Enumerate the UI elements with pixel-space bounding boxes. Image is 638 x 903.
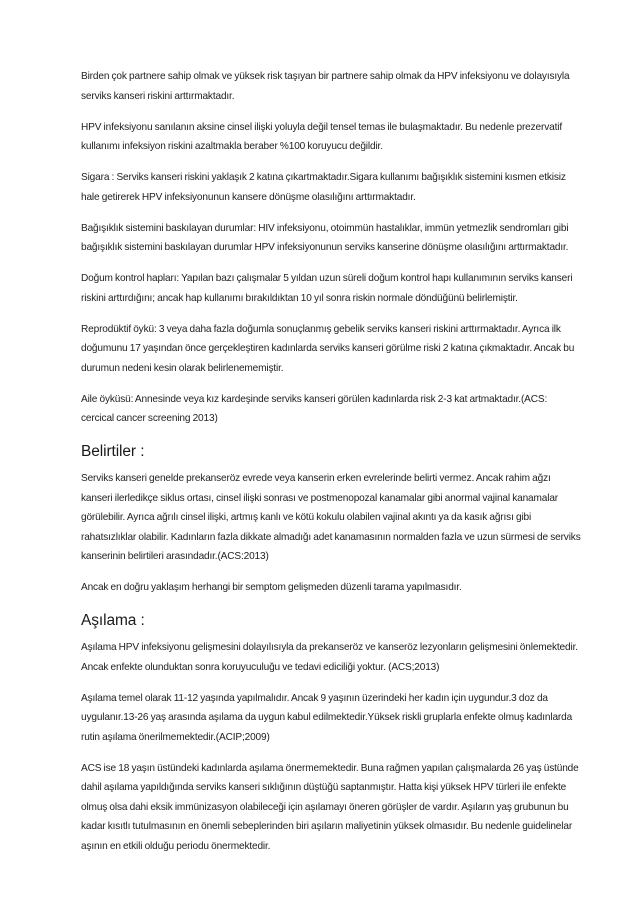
paragraph-smoking: Sigara : Serviks kanseri riskini yaklaşık 2 katına çıkartmaktadır.Sigara kullanımı bağışıklık sistemini kısmen etkisiz hale getirerek HPV infeksiyonunun kansere dönüşme olasılığını arttırmaktadır. xyxy=(81,172,566,203)
heading-belirtiler: Belirtiler : xyxy=(81,443,145,460)
paragraph-vaccination-prevention: Aşılama HPV infeksiyonu gelişmesini dolayılısıyla da prekanseröz ve kanseröz lezyonların gelişmesini önlemektedir. Ancak enfekte olunduktan sonra koruyuculuğu ve tedavi ediciliği yoktur. (ACS;2013) xyxy=(81,642,578,673)
heading-asilama: Aşılama : xyxy=(81,612,145,629)
paragraph-symptoms: Serviks kanseri genelde prekanseröz evrede veya kanserin erken evrelerinde belirti vermez. Ancak rahim ağzı kanseri ilerledikçe siklus ortası, cinsel ilişki sonrası ve postmenopozal kanamalar gibi anormal vajinal kanamalar görülebilir. Ayrıca ağrılı cinsel ilişki, artmış kanlı ve kötü kokulu olabilen vajinal akıntı ya da kasık ağrısı gibi rahatsızlıklar olabilir. Kadınların fazla dikkate almadığı adet kanamasının normalden fazla ve uzun sürmesi de serviks kanserinin belirtileri arasındadır.(ACS:2013) xyxy=(81,473,581,562)
paragraph-transmission: HPV infeksiyonu sanılanın aksine cinsel ilişki yoluyla değil tensel temas ile bulaşmaktadır. Bu nedenle prezervatif kullanımı infeksiyon riskini azaltmakla beraber %100 koruyucu değildir. xyxy=(81,121,562,152)
paragraph-vaccination-acs: ACS ise 18 yaşın üstündeki kadınlarda aşılama önermemektedir. Buna rağmen yapılan çalışmalarda 26 yaş üstünde dahil aşılama yapıldığında serviks kanseri sıklığının düştüğü saptanmıştır. Hatta kişi yüksek HPV türleri ile enfekte olmuş olsa dahi eksik immünizasyon olabileceği için aşılamayı öneren görüşler de vardır. Aşıların yaş grubunun bu kadar kısıtlı tutulmasının en önemli sebeplerinden biri aşıların maliyetinin yüksek olmasıdır. Bu nedenle guidelinelar aşının en etkili olduğu periodu önermektedir. xyxy=(81,762,579,852)
paragraph-birth-control: Doğum kontrol hapları: Yapılan bazı çalışmalar 5 yıldan uzun süreli doğum kontrol hapı kullanımının serviks kanseri riskini arttırdığını; ancak hap kullanımı bırakıldıktan 10 yıl sonra riskin normale döndüğünü belirlemiştir. xyxy=(81,273,573,304)
paragraph-reproductive-history: Reprodüktif öykü: 3 veya daha fazla doğumla sonuçlanmış gebelik serviks kanseri riskini arttırmaktadır. Ayrıca ilk doğumunu 17 yaşından önce gerçekleştiren kadınlarda serviks kanseri görülme riski 2 katına çıkmaktadır. Ancak bu durumun nedeni kesin olarak belirlenememiştir. xyxy=(81,323,575,374)
paragraph-vaccination-age: Aşılama temel olarak 11-12 yaşında yapılmalıdır. Ancak 9 yaşının üzerindeki her kadın için uygundur.3 doz da uygulanır.13-26 yaş arasında aşılama da uygun kabul edilmektedir.Yüksek riskli gruplarla enfekte olmuş kadınlarda rutin aşılama önerilmemektedir.(ACIP;2009) xyxy=(81,692,573,743)
paragraph-screening-approach: Ancak en doğru yaklaşım herhangi bir semptom gelişmeden düzenli tarama yapılmasıdır. xyxy=(81,582,462,593)
paragraph-immune-suppression: Bağışıklık sistemini baskılayan durumlar: HIV infeksiyonu, otoimmün hastalıklar, immün yetmezlik sendromları gibi bağışıklık sistemini baskılayan durumlar HPV infeksiyonunun serviks kanserine dönüşme olasılığını arttırmaktadır. xyxy=(81,222,569,253)
paragraph-family-history: Aile öyküsü: Annesinde veya kız kardeşinde serviks kanseri görülen kadınlarda risk 2-3 kat artmaktadır.(ACS: cercical cancer screening 2013) xyxy=(81,393,548,424)
paragraph-multiple-partners: Birden çok partnere sahip olmak ve yüksek risk taşıyan bir partnere sahip olmak da HPV infeksiyonu ve dolayısıyla serviks kanseri riskini arttırmaktadır. xyxy=(81,71,570,102)
